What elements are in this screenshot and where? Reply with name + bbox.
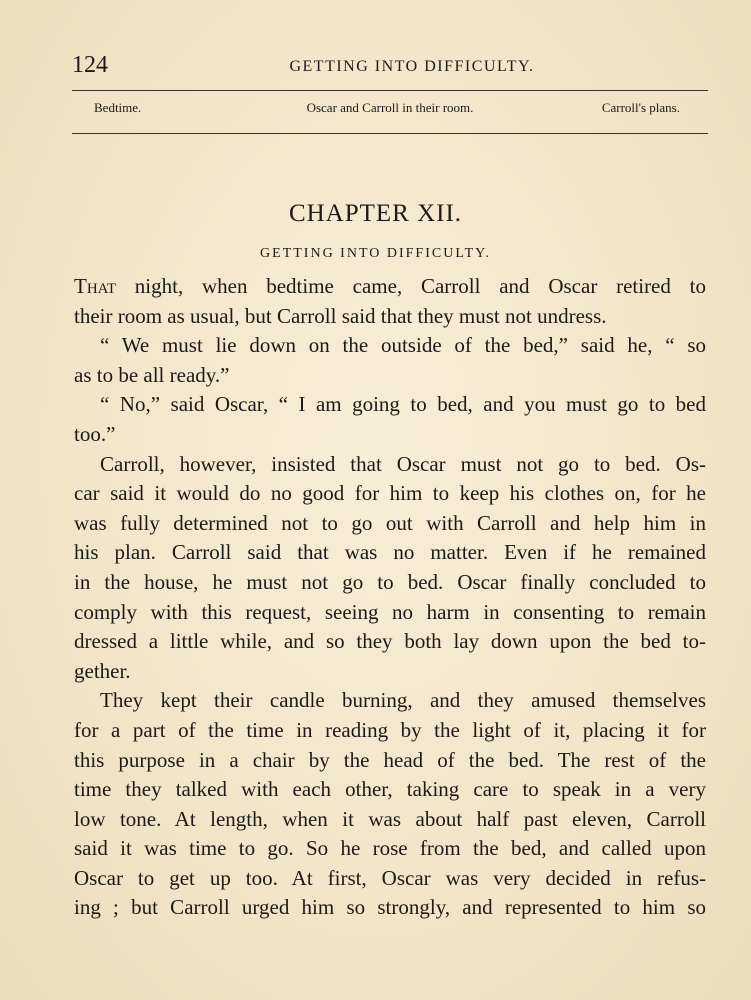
text-line: dressed a little while, and so they both lay down upon the bed to- [74, 629, 706, 654]
text-line: their room as usual, but Carroll said that they must not undress. [74, 303, 607, 328]
text-line: as to be all ready.” [74, 362, 230, 387]
chapter-subtitle: GETTING INTO DIFFICULTY. [260, 246, 491, 261]
header-rule-top [72, 90, 708, 91]
text-line: for a part of the time in reading by the light of it, placing it for [74, 717, 706, 742]
text-line: ing ; but Carroll urged him so strongly, and represented to him so [74, 895, 706, 920]
text-line: They kept their candle burning, and they amused themselves [100, 688, 706, 713]
text-line: in the house, he must not go to bed. Oscar finally concluded to [74, 569, 706, 594]
text-line: said it was time to go. So he rose from the bed, and called upon [74, 836, 706, 861]
text-line: low tone. At length, when it was about half past eleven, Carroll [74, 806, 706, 831]
summary-left: Bedtime. [94, 100, 142, 115]
text-line: “ No,” said Oscar, “ I am going to bed, and you must go to bed [100, 392, 706, 417]
chapter-title: CHAPTER XII. [288, 200, 463, 227]
text-line: his plan. Carroll said that was no matter. Even if he remained [74, 540, 706, 565]
text-line: comply with this request, seeing no harm in consenting to remain [74, 599, 706, 624]
text-line: time they talked with each other, taking care to speak in a very [74, 777, 706, 802]
text-line: gether. [74, 658, 131, 683]
text-line: too.” [74, 421, 116, 446]
page-summary [72, 100, 708, 124]
header-rule-bottom [72, 133, 708, 134]
text-line: was fully determined not to go out with Carroll and help him in [74, 510, 706, 535]
page-number: 124 [72, 52, 108, 78]
summary-right: Carroll's plans. [601, 100, 680, 115]
text-line: Oscar to get up too. At first, Oscar was very decided in refus- [74, 865, 706, 890]
text-line: Carroll, however, insisted that Oscar must not go to bed. Os- [100, 451, 706, 476]
summary-center: Oscar and Carroll in their room. [306, 100, 474, 115]
running-title: GETTING INTO DIFFICULTY. [289, 58, 535, 75]
body-text [74, 272, 706, 923]
text-line: car said it would do no good for him to keep his clothes on, for he [74, 481, 706, 506]
text-line: “ We must lie down on the outside of the bed,” said he, “ so [100, 333, 706, 358]
running-head [72, 52, 712, 82]
text-line: That night, when bedtime came, Carroll and Oscar retired to [74, 274, 706, 298]
opening-word: That [74, 274, 116, 298]
text-line: this purpose in a chair by the head of the bed. The rest of the [74, 747, 706, 772]
